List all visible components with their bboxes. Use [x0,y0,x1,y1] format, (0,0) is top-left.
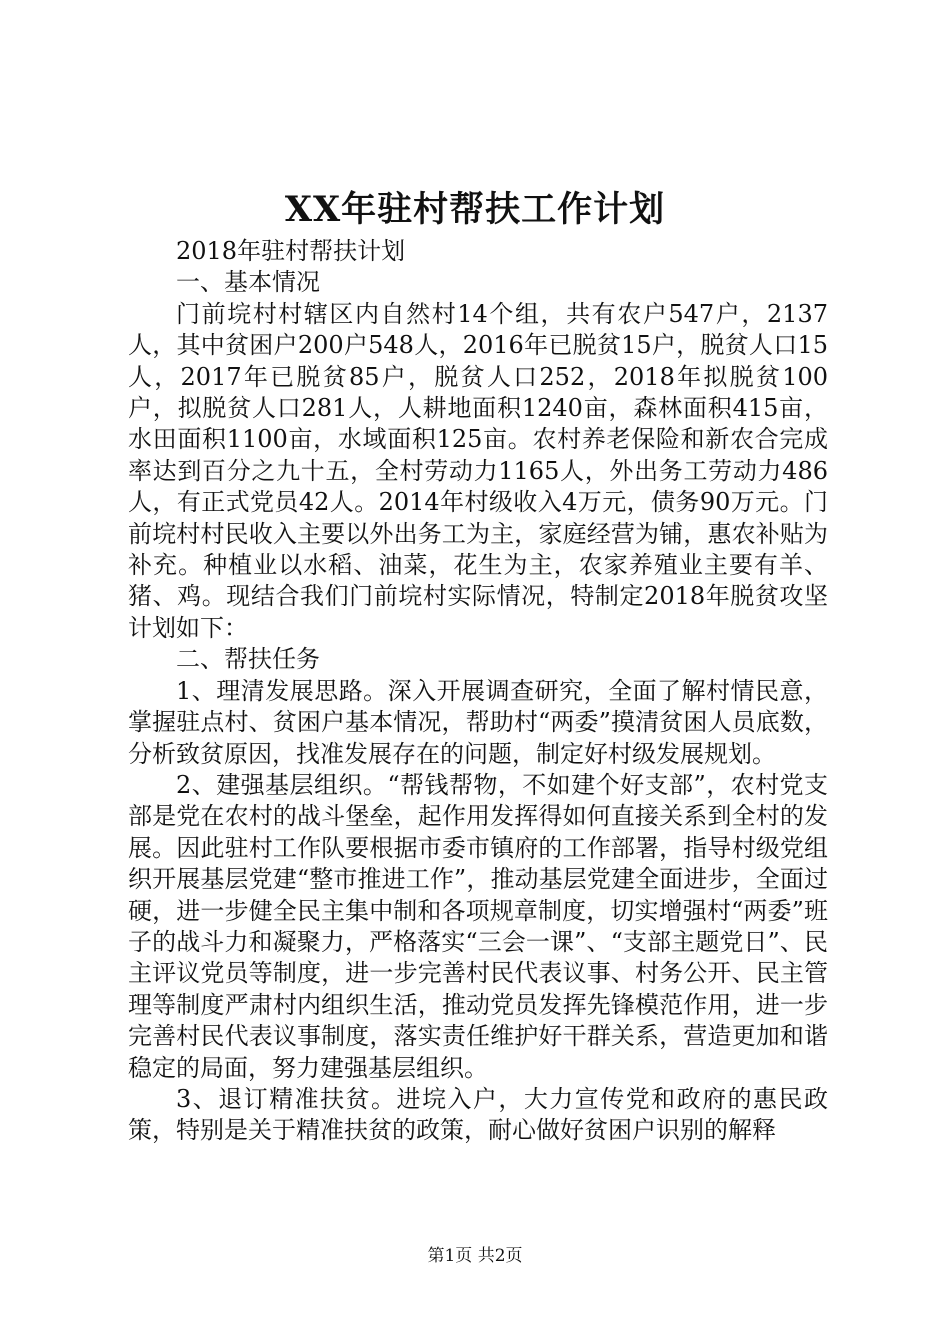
paragraph-task-1: 1、理清发展思路。深入开展调查研究，全面了解村情民意，掌握驻点村、贫困户基本情况，帮助村“两委”摸清贫困人员底数，分析致贫原因，找准发展存在的问题，制定好村级发展规划。 [128,676,828,768]
document-body [128,236,828,1147]
section-heading-tasks: 二、帮扶任务 [176,645,320,674]
paragraph-task-3: 3、退订精准扶贫。进垸入户，大力宣传党和政府的惠民政策，特别是关于精准扶贫的政策，耐心做好贫困户识别的解释 [128,1084,828,1145]
paragraph-basic-situation: 门前垸村村辖区内自然村14个组，共有农户547户，2137人，其中贫困户200户548人，2016年已脱贫15户，脱贫人口15人，2017年已脱贫85户，脱贫人口252，2018年拟脱贫100户，拟脱贫人口281人，人耕地面积1240亩，森林面积415亩，水田面积1100亩，水域面积125亩。农村养老保险和新农合完成率达到百分之九十五，全村劳动力1165人，外出务工劳动力486人，有正式党员42人。2014年村级收入4万元，债务90万元。门前垸村村民收入主要以外出务工为主，家庭经营为铺，惠农补贴为补充。种植业以水稻、油菜，花生为主，农家养殖业主要有羊、猪、鸡。现结合我们门前垸村实际情况，特制定2018年脱贫攻坚计划如下： [128,299,828,642]
plan-subtitle: 2018年驻村帮扶计划 [176,237,406,265]
document-title: XX年驻村帮扶工作计划 [284,189,666,230]
section-heading-basic-situation: 一、基本情况 [176,268,320,297]
page-number-footer: 第1页 共2页 [427,1246,523,1266]
paragraph-task-2: 2、建强基层组织。“帮钱帮物，不如建个好支部”，农村党支部是党在农村的战斗堡垒，起作用发挥得如何直接关系到全村的发展。因此驻村工作队要根据市委市镇府的工作部署，指导村级党组织开展基层党建“整市推进工作”，推动基层党建全面进步，全面过硬，进一步健全民主集中制和各项规章制度，切实增强村“两委”班子的战斗力和凝聚力，严格落实“三会一课”、“支部主题党日”、民主评议党员等制度，进一步完善村民代表议事、村务公开、民主管理等制度严肃村内组织生活，推动党员发挥先锋模范作用，进一步完善村民代表议事制度，落实责任维护好干群关系，营造更加和谐稳定的局面，努力建强基层组织。 [128,770,828,1082]
